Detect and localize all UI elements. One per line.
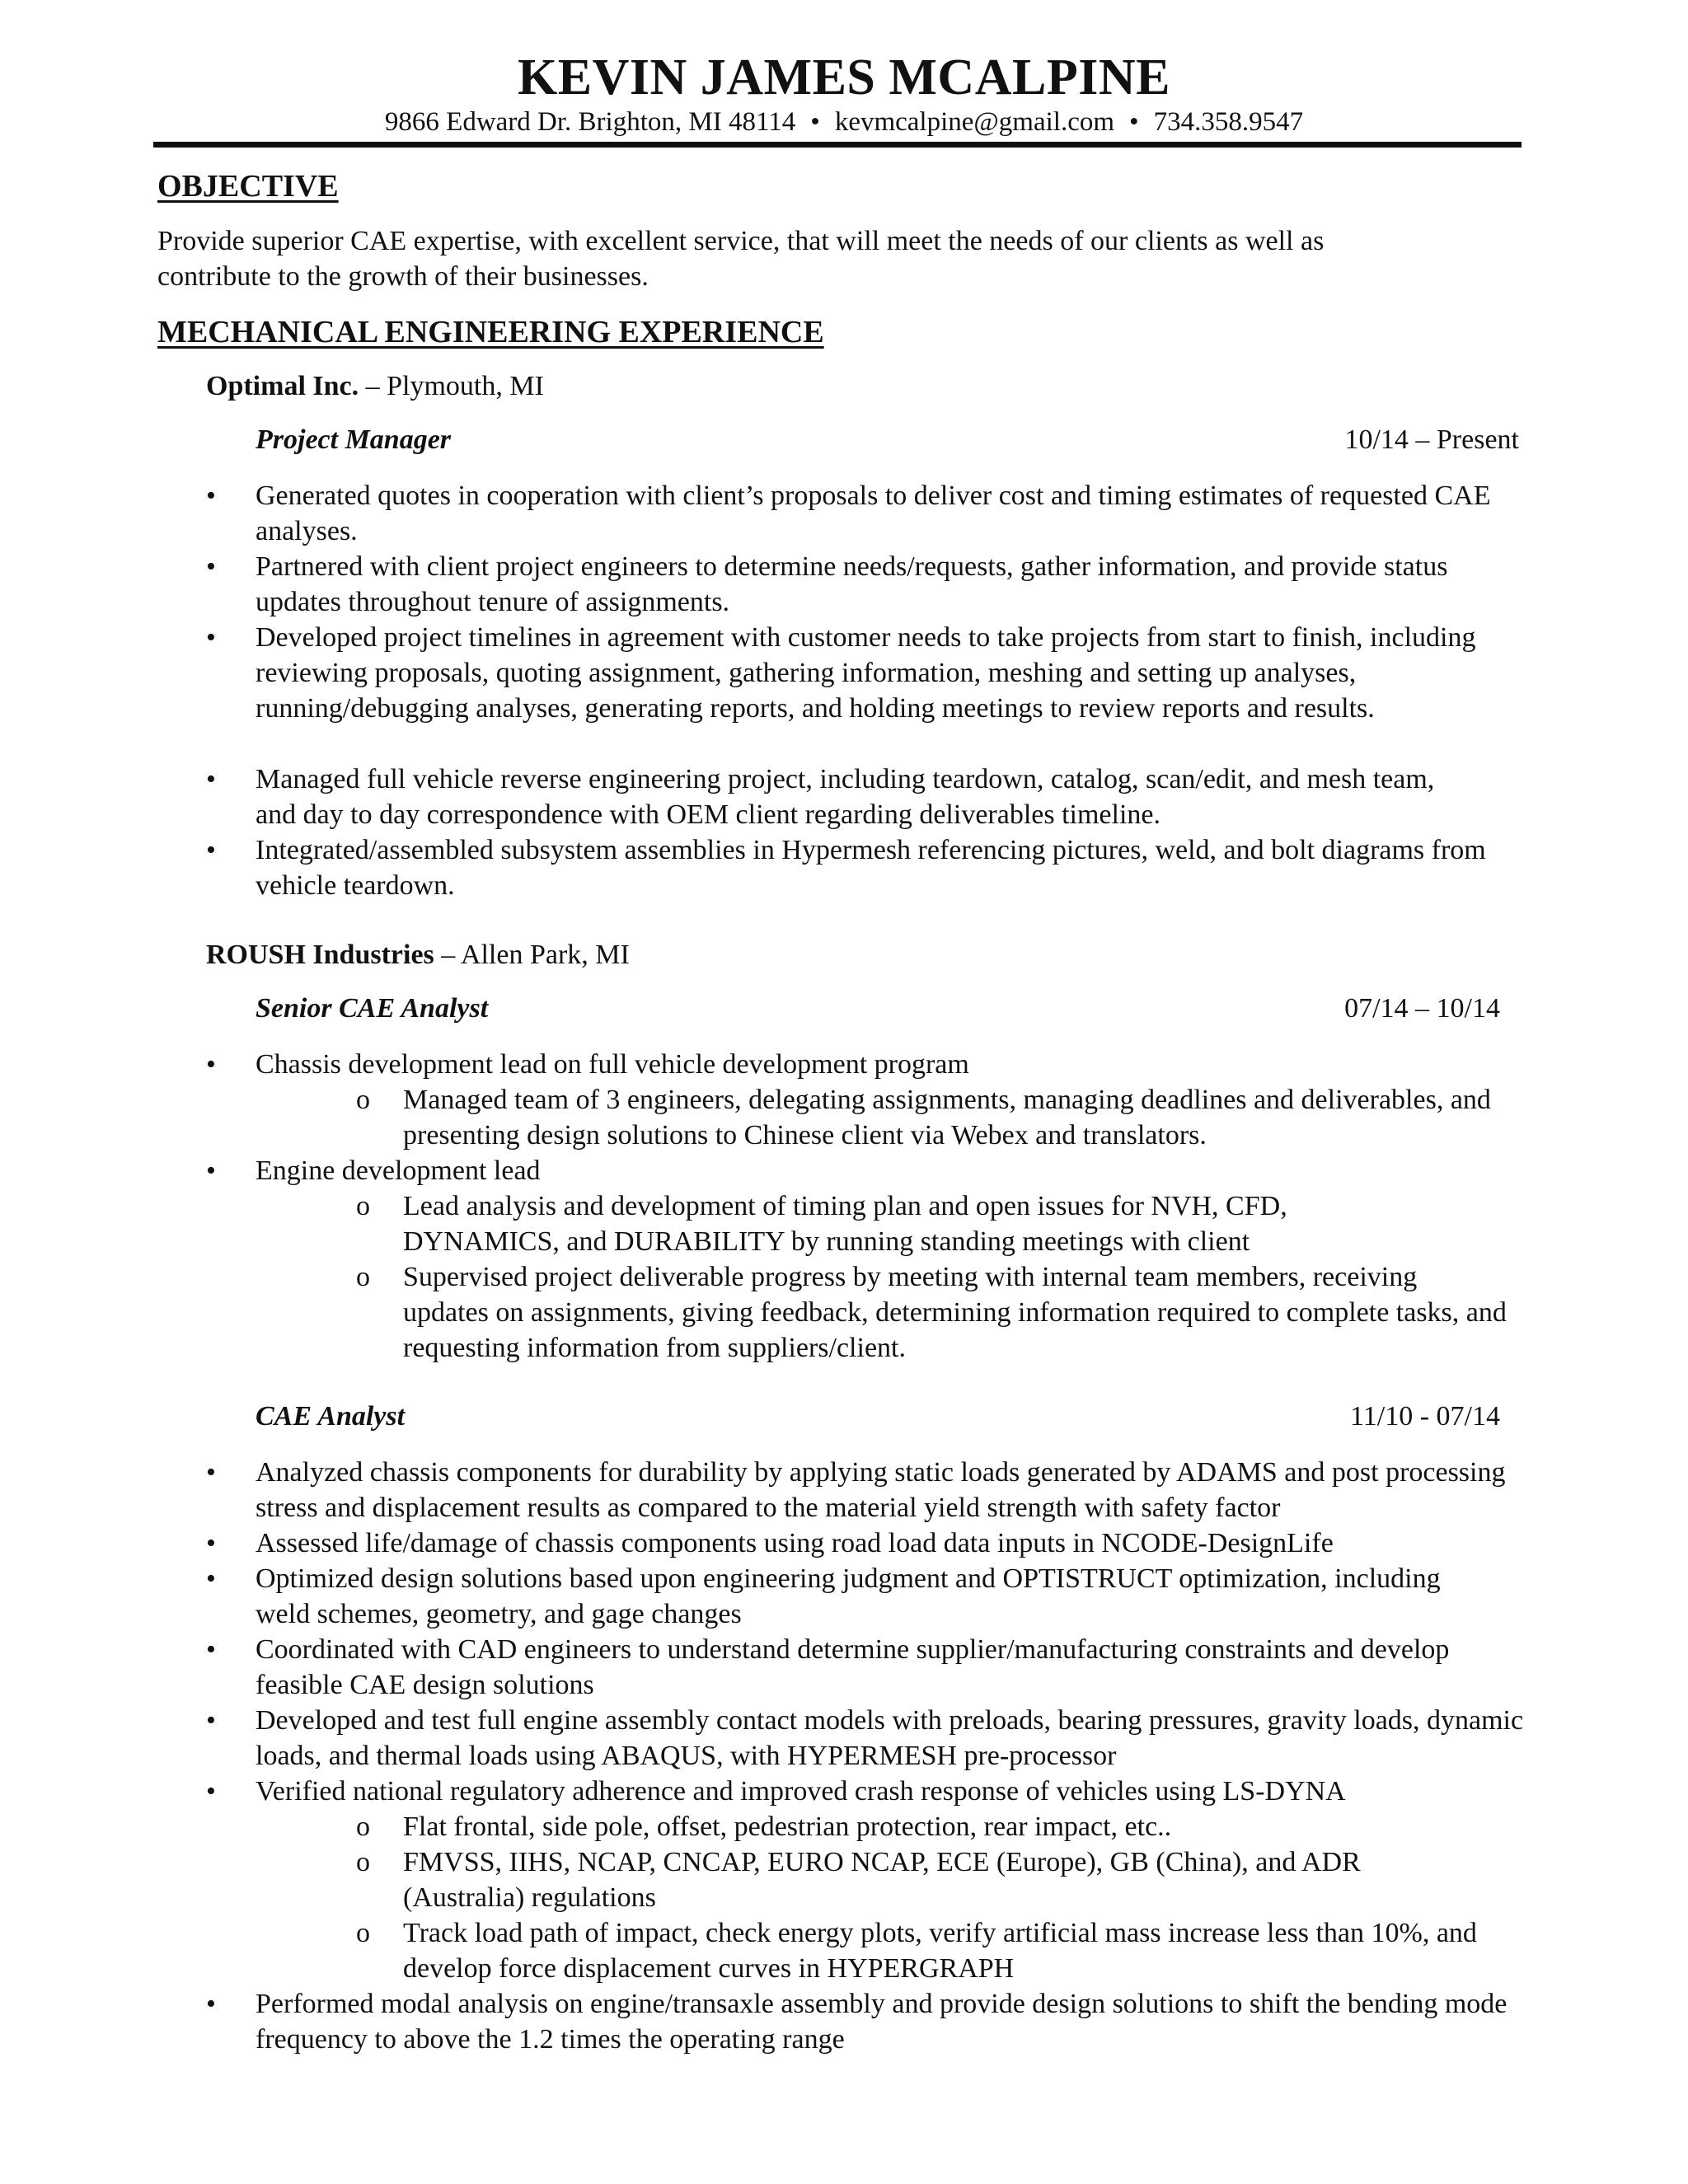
bullet-item: • Assessed life/damage of chassis components using road load data inputs in NCODE-DesignLife: [256, 1526, 1541, 1561]
bullet-item: • Chassis development lead on full vehicle development program: [256, 1047, 1541, 1082]
sub-bullet-item: o Managed team of 3 engineers, delegating assignments, managing deadlines and deliverables, and presenting design solutions to Chinese client via Webex and translators.: [403, 1082, 1507, 1153]
role-dates: 11/10 - 07/14: [1350, 1401, 1500, 1432]
bullet-item: • Optimized design solutions based upon engineering judgment and OPTISTRUCT optimization, including weld schemes, geometry, and gage changes: [256, 1561, 1442, 1632]
bullet-item: • Engine development lead: [256, 1153, 1541, 1188]
sub-bullet-item: o FMVSS, IIHS, NCAP, CNCAP, EURO NCAP, ECE (Europe), GB (China), and ADR (Australia) regulations: [403, 1844, 1475, 1915]
bullet-item: • Partnered with client project engineers to determine needs/requests, gather information, and provide status updates throughout tenure of assignments.: [256, 549, 1467, 620]
objective-heading: OBJECTIVE: [157, 169, 339, 204]
sub-bullet-item: o Lead analysis and development of timing plan and open issues for NVH, CFD, DYNAMICS, and DURABILITY by running standing meetings with client: [403, 1188, 1392, 1259]
bullet-item: • Coordinated with CAD engineers to understand determine supplier/manufacturing constraints and develop feasible CAE design solutions: [256, 1632, 1459, 1703]
bullet-item: • Managed full vehicle reverse engineering project, including teardown, catalog, scan/edit, and mesh team, and day to day correspondence with OEM client regarding deliverables timeline.: [256, 762, 1475, 832]
contact-line: [0, 104, 1688, 140]
company-name: Optimal Inc.: [206, 371, 359, 401]
separator-dot: •: [810, 107, 820, 137]
company-location: – Plymouth, MI: [359, 371, 544, 401]
bullet-item: • Developed and test full engine assembly contact models with preloads, bearing pressures, gravity loads, dynamic loads, and thermal loads using ABAQUS, with HYPERMESH pre-processor: [256, 1703, 1541, 1774]
bullet-item: • Verified national regulatory adherence and improved crash response of vehicles using LS-DYNA: [256, 1774, 1541, 1809]
sub-bullet-item: o Track load path of impact, check energy plots, verify artificial mass increase less than 10%, and develop force displacement curves in HYPERGRAPH: [403, 1915, 1557, 1986]
sub-bullet-item: o Supervised project deliverable progress by meeting with internal team members, receiving updates on assignments, giving feedback, determining information required to complete tasks, and requesting information from suppliers/client.: [403, 1259, 1507, 1366]
role-project-manager: [256, 422, 451, 457]
objective-text: Provide superior CAE expertise, with excellent service, that will meet the needs of our clients as well as contribute to the growth of their businesses.: [157, 226, 1325, 292]
bullet-item: • Analyzed chassis components for durability by applying static loads generated by ADAMS and post processing stress and displacement results as compared to the material yield strength with safety factor: [256, 1455, 1541, 1526]
company-location: – Allen Park, MI: [434, 940, 630, 970]
role-title: CAE Analyst: [256, 1401, 406, 1432]
employer-optimal: [206, 368, 544, 404]
bullet-item: • Generated quotes in cooperation with client’s proposals to deliver cost and timing estimates of requested CAE analyses.: [256, 478, 1541, 549]
role-title: Senior CAE Analyst: [256, 993, 489, 1024]
experience-heading: MECHANICAL ENGINEERING EXPERIENCE: [157, 315, 824, 349]
bullet-item: • Developed project timelines in agreement with customer needs to take projects from start to finish, including reviewing proposals, quoting assignment, gathering information, meshing and setting up analyses, running/debugging analyses, generating reports, and holding meetings to review reports and results.: [256, 620, 1541, 726]
role-cae-analyst: [256, 1399, 405, 1434]
candidate-name: KEVIN JAMES MCALPINE: [518, 49, 1170, 105]
address: 9866 Edward Dr. Brighton, MI 48114: [384, 107, 796, 137]
header-rule: [153, 142, 1522, 148]
role-title: Project Manager: [256, 424, 452, 455]
separator-dot: •: [1129, 107, 1139, 137]
email: kevmcalpine@gmail.com: [834, 107, 1115, 137]
company-name: ROUSH Industries: [206, 940, 434, 970]
bullet-item: • Integrated/assembled subsystem assemblies in Hypermesh referencing pictures, weld, and bolt diagrams from vehicle teardown.: [256, 832, 1541, 903]
role-dates: 07/14 – 10/14: [1344, 993, 1500, 1024]
employer-roush: [206, 937, 630, 972]
role-senior-cae-analyst: [256, 991, 488, 1026]
role-dates: 10/14 – Present: [1344, 424, 1519, 455]
phone: 734.358.9547: [1153, 107, 1304, 137]
bullet-item: • Performed modal analysis on engine/transaxle assembly and provide design solutions to shift the bending mode frequency to above the 1.2 times the operating range: [256, 1986, 1541, 2057]
sub-bullet-item: o Flat frontal, side pole, offset, pedestrian protection, rear impact, etc..: [403, 1809, 1557, 1844]
